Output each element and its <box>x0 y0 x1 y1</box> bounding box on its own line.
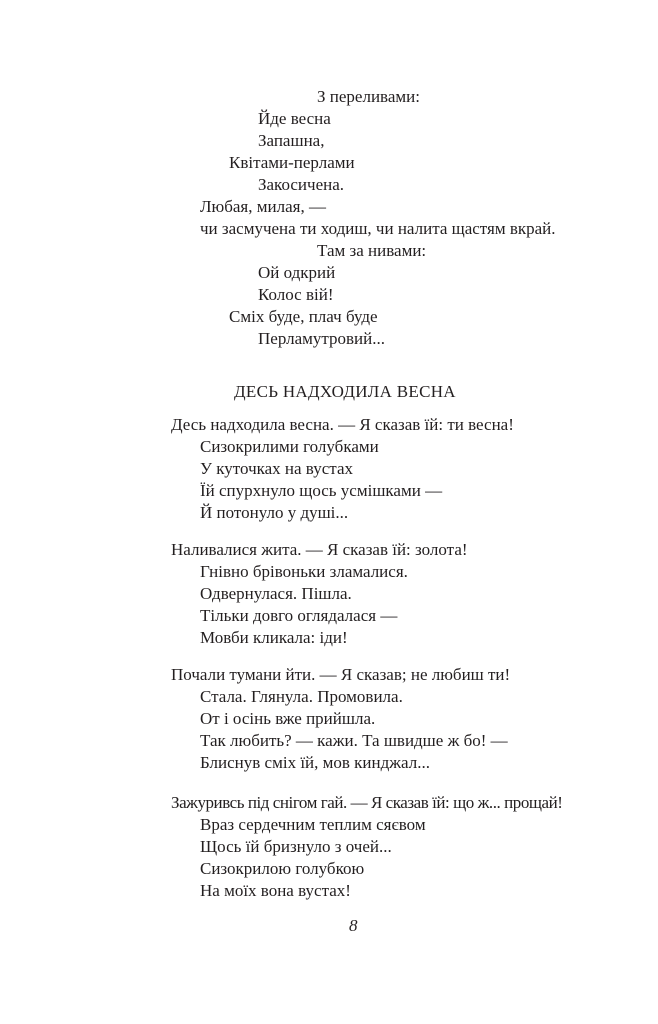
verse-line: Враз сердечним теплим сяєвом <box>200 815 426 834</box>
verse-line: Гнівно брівоньки зламалися. <box>200 562 408 581</box>
verse-line: Так любить? — кажи. Та швидше ж бо! — <box>200 731 508 750</box>
verse-line: Наливалися жита. — Я сказав їй: золота! <box>171 540 468 559</box>
verse-line: Сизокрилою голубкою <box>200 859 365 878</box>
verse-line: У куточках на вустах <box>200 459 353 478</box>
verse-line: Запашна, <box>258 131 325 150</box>
verse-line: Мовби кликала: іди! <box>200 628 348 647</box>
verse-line: Сизокрилими голубками <box>200 437 379 456</box>
verse-line: Тільки довго оглядалася — <box>200 606 398 625</box>
verse-line: Одвернулася. Пішла. <box>200 584 352 603</box>
verse-line: Зажуривсь під снігом гай. — Я сказав їй: що ж... прощай! <box>171 793 563 812</box>
verse-line: Й потонуло у душі... <box>200 503 349 522</box>
verse-line: Там за нивами: <box>317 241 427 260</box>
verse-line: Сміх буде, плач буде <box>229 307 378 326</box>
verse-line: Колос вій! <box>258 285 334 304</box>
verse-line: Ой одкрий <box>258 263 336 282</box>
verse-line: На моїх вона вустах! <box>200 881 351 900</box>
verse-line: Стала. Глянула. Промовила. <box>200 687 403 706</box>
verse-line: Закосичена. <box>258 175 345 194</box>
verse-line: Любая, милая, — <box>200 197 326 216</box>
verse-line: Квітами-перлами <box>229 153 355 172</box>
verse-line: От і осінь вже прийшла. <box>200 709 376 728</box>
verse-line: Перламутровий... <box>258 329 385 348</box>
verse-line: Йде весна <box>258 109 331 128</box>
verse-line: чи засмучена ти ходиш, чи налита щастям вкрай. <box>200 219 556 238</box>
verse-line: Десь надходила весна. — Я сказав їй: ти весна! <box>171 415 514 434</box>
poem-title: ДЕСЬ НАДХОДИЛА ВЕСНА <box>234 382 456 401</box>
verse-line: Блиснув сміх їй, мов кинджал... <box>200 753 430 772</box>
page-number: 8 <box>349 916 358 935</box>
verse-line: Їй спурхнуло щось усмішками — <box>200 481 443 500</box>
verse-line: З переливами: <box>317 87 420 106</box>
verse-line: Щось їй бризнуло з очей... <box>200 837 392 856</box>
verse-line: Почали тумани йти. — Я сказав; не любиш ти! <box>171 665 511 684</box>
